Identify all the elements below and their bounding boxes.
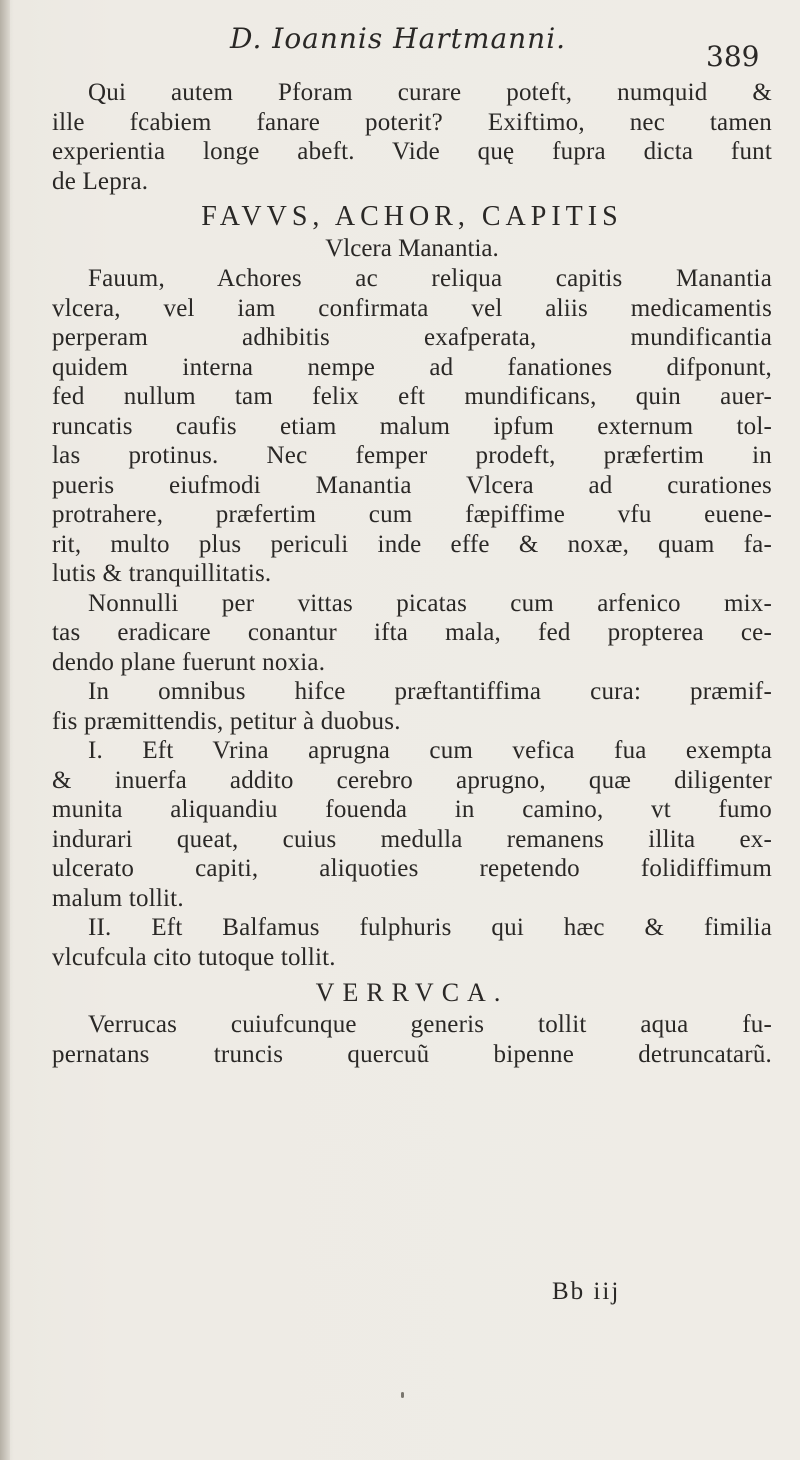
binding-edge <box>0 0 10 1460</box>
text-line: fis præmittendis, petitur à duobus. <box>52 707 401 735</box>
text-line: & inuerfa addito cerebro aprugno, quæ diligenter <box>52 766 772 794</box>
section-heading-verruca: VERRVCA. <box>315 978 509 1007</box>
text-line: experientia longe abeft. Vide quę fupra dicta funt <box>52 138 772 165</box>
text-line: pueris eiufmodi Manantia Vlcera ad curationes <box>52 471 772 499</box>
text-line: malum tollit. <box>52 884 184 912</box>
paragraph-1 <box>52 78 772 196</box>
text-line: Qui autem Pforam curare poteft, numquid & <box>88 79 772 106</box>
text-line: lutis & tranquillitatis. <box>52 560 272 587</box>
paragraph-3 <box>52 589 772 678</box>
text-block <box>52 78 772 1069</box>
text-line: II. Eft Balfamus fulphuris qui hæc & fimilia <box>88 914 772 941</box>
paragraph-7 <box>52 1010 772 1069</box>
signature-mark: Bb iij <box>552 1278 621 1305</box>
text-line: pernatans truncis quercuũ bipenne detruncatarũ. <box>52 1040 772 1068</box>
paragraph-4 <box>52 677 772 736</box>
text-line: ulcerato capiti, aliquoties repetendo folidiffimum <box>52 855 772 882</box>
text-line: ille fcabiem fanare poterit? Exiftimo, nec tamen <box>52 108 772 136</box>
paragraph-2 <box>52 264 772 589</box>
text-line: rit, multo plus periculi inde effe & noxæ, quam fa- <box>52 530 772 558</box>
ink-spot <box>401 1392 404 1398</box>
text-line: tas eradicare conantur ifta mala, fed propterea ce- <box>52 619 772 646</box>
text-line: Nonnulli per vittas picatas cum arfenico mix- <box>88 589 772 617</box>
text-line: perperam adhibitis exafperata, mundificantia <box>52 324 772 351</box>
section-subheading: Vlcera Manantia. <box>325 235 499 262</box>
text-line: indurari queat, cuius medulla remanens illita ex- <box>52 825 772 853</box>
text-line: vlcera, vel iam confirmata vel aliis medicamentis <box>52 294 772 322</box>
text-line: runcatis caufis etiam malum ipfum externum tol- <box>52 412 772 440</box>
running-head: D. Ioannis Hartmanni. <box>230 22 567 55</box>
text-line: quidem interna nempe ad fanationes difponunt, <box>52 353 772 381</box>
text-line: fed nullum tam felix eft mundificans, quin auer- <box>52 383 772 410</box>
text-line: Fauum, Achores ac reliqua capitis Manantia <box>88 265 772 292</box>
page-number: 389 <box>706 40 760 73</box>
text-line: munita aliquandiu fouenda in camino, vt fumo <box>52 796 772 823</box>
text-line: In omnibus hifce præftantiffima cura: præmif- <box>88 678 772 705</box>
paragraph-6 <box>52 913 772 972</box>
text-line: Verrucas cuiufcunque generis tollit aqua fu- <box>88 1011 772 1038</box>
text-line: protrahere, præfertim cum fæpiffime vfu euene- <box>52 501 772 528</box>
section-heading-favus: FAVVS, ACHOR, CAPITIS <box>201 201 623 232</box>
text-line: de Lepra. <box>52 167 149 195</box>
paragraph-5 <box>52 736 772 913</box>
text-line: I. Eft Vrina aprugna cum vefica fua exempta <box>88 737 772 764</box>
text-line: las protinus. Nec femper prodeft, præfertim in <box>52 442 772 469</box>
text-line: dendo plane fuerunt noxia. <box>52 648 326 676</box>
text-line: vlcufcula cito tutoque tollit. <box>52 943 336 971</box>
